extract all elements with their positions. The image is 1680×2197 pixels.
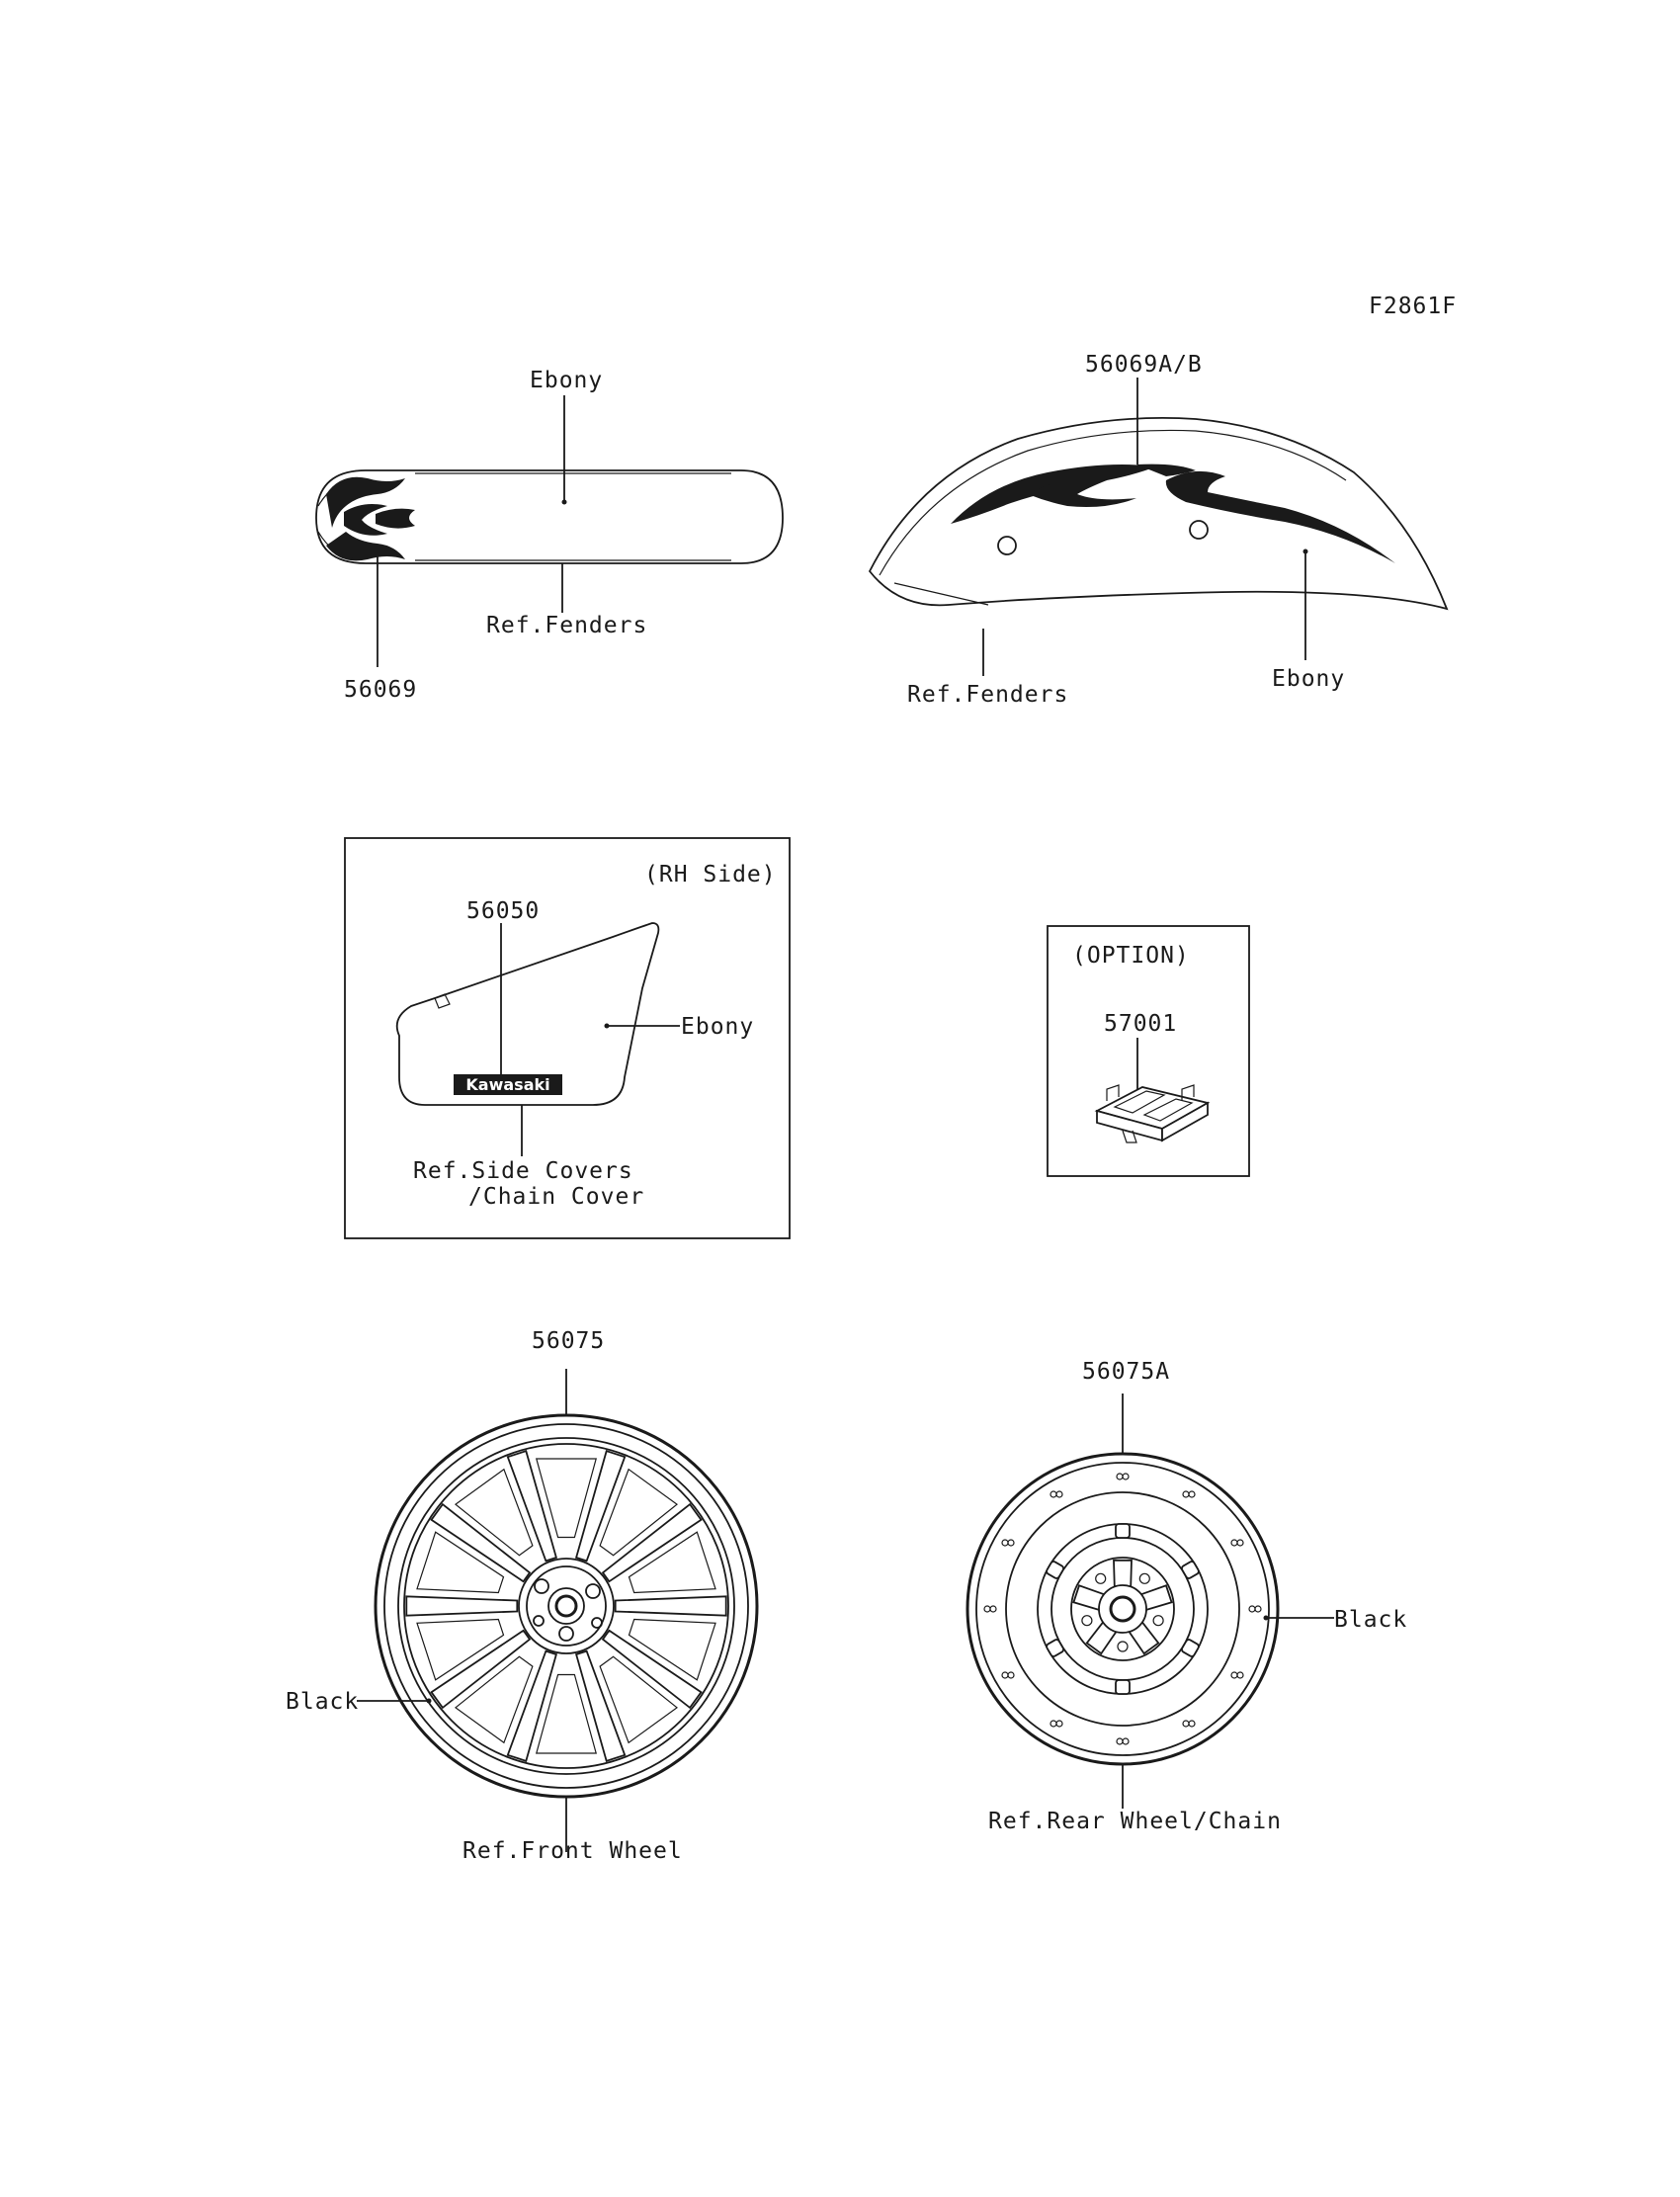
rear-wheel-lug [1116,1524,1130,1538]
side-cover-ref-label-line2: /Chain Cover [468,1184,645,1210]
rear-wheel-lug [1046,1561,1064,1579]
rear-wheel-rim-mark [1050,1721,1056,1727]
rear-wheel-lug [1116,1680,1130,1694]
rear-wheel-rim-mark [1056,1721,1062,1727]
rear-wheel-rim-mark [1237,1672,1243,1678]
rear-fender-drawing [870,418,1447,609]
side-cover-color-label: Ebony [681,1014,755,1040]
rear-wheel-rim-mark [1249,1606,1255,1612]
front-wheel-spoke [406,1596,517,1615]
rear-wheel-rim-mark [1189,1721,1195,1727]
front-wheel-drawing [376,1415,757,1797]
rear-wheel-rim-mark [1123,1474,1129,1479]
front-wheel-spoke-window [537,1675,596,1754]
kawasaki-logo-text: Kawasaki [465,1075,550,1094]
rear-wheel-lug [1046,1639,1064,1657]
side-cover-part-number: 56050 [466,898,541,924]
front-fender-color-label: Ebony [530,368,604,393]
rear-wheel-rim-mark [984,1606,990,1612]
rear-wheel-rim-mark [1050,1491,1056,1497]
rear-wheel-rim-mark [1002,1672,1008,1678]
rear-wheel-rim-mark [1117,1738,1123,1744]
front-wheel-group [286,1328,757,1864]
front-wheel-spoke-window [600,1470,677,1556]
figure-code: F2861F [1369,294,1458,319]
front-wheel-spoke-window [537,1459,596,1538]
rear-wheel-rim-mark [1189,1491,1195,1497]
front-wheel-color-label: Black [286,1689,360,1715]
side-cover-side-label: (RH Side) [644,862,777,887]
option-part-number: 57001 [1104,1011,1178,1037]
rear-wheel-rim-mark [1255,1606,1261,1612]
rear-wheel-rim-mark [1008,1540,1014,1546]
front-wheel-spoke [432,1504,531,1581]
front-fender-part-number: 56069 [344,677,418,703]
rear-wheel-rim-mark [990,1606,996,1612]
front-fender-group [316,368,783,703]
front-wheel-spoke [616,1596,726,1615]
front-wheel-spoke [432,1631,531,1708]
rear-wheel-rim-mark [1183,1491,1189,1497]
side-cover-group [345,838,790,1238]
rear-fender-part-number: 56069A/B [1085,352,1203,378]
option-group [1048,926,1249,1176]
front-wheel-spoke-window [456,1656,533,1742]
front-wheel-ref-label: Ref.Front Wheel [462,1838,683,1864]
rear-fender-ref-label: Ref.Fenders [907,682,1069,708]
rear-wheel-rim-mark [1231,1672,1237,1678]
rear-wheel-part-number: 56075A [1082,1359,1171,1385]
front-wheel-part-number: 56075 [532,1328,606,1354]
side-cover-ref-label-line1: Ref.Side Covers [413,1158,633,1184]
rear-wheel-ref-label: Ref.Rear Wheel/Chain [988,1809,1282,1834]
rear-wheel-color-label: Black [1334,1607,1408,1633]
rear-wheel-rim-mark [1002,1540,1008,1546]
rear-wheel-rim-mark [1056,1491,1062,1497]
front-fender-ref-label: Ref.Fenders [486,613,648,638]
front-wheel-spoke [603,1631,702,1708]
option-part-drawing [1097,1085,1208,1142]
rear-wheel-lug [1181,1639,1200,1657]
front-wheel-spoke-window [456,1470,533,1556]
rear-wheel-rim-mark [1123,1738,1129,1744]
rear-wheel-lug [1181,1561,1200,1579]
rear-wheel-rim-mark [1183,1721,1189,1727]
rear-wheel-rim-mark [1231,1540,1237,1546]
rear-wheel-group [967,1359,1407,1834]
rear-wheel-rim-mark [1117,1474,1123,1479]
rear-fender-color-label: Ebony [1272,666,1346,692]
rear-wheel-rim-mark [1008,1672,1014,1678]
rear-wheel-rim-mark [1237,1540,1243,1546]
front-wheel-spoke [603,1504,702,1581]
rear-fender-group [870,352,1447,708]
front-wheel-spoke-window [600,1656,677,1742]
rear-wheel-drawing [967,1454,1278,1764]
option-title: (OPTION) [1072,943,1190,969]
